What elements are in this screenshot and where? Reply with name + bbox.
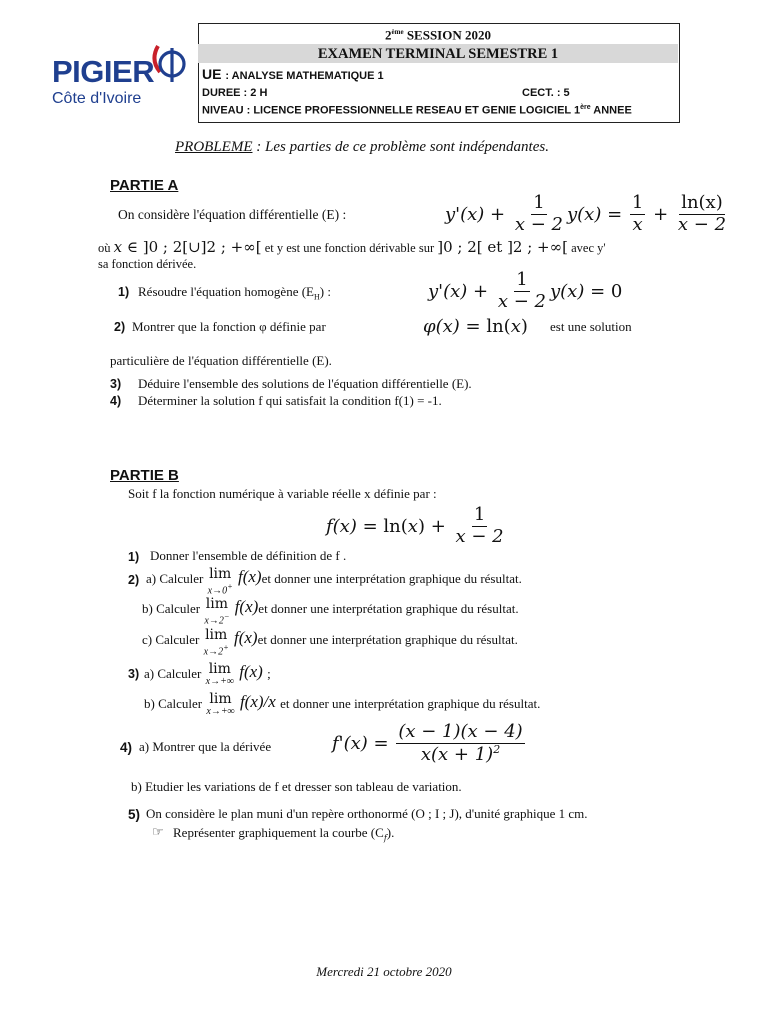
- a-q1-number: 1): [118, 285, 130, 299]
- a-q1-text: Résoudre l'équation homogène $(E_H)$ :: [138, 284, 331, 302]
- a-q2-text: Montrer que la fonction φ définie par: [132, 319, 326, 334]
- a-q3-number: 3): [110, 377, 122, 391]
- b-q5-number: 5): [128, 807, 141, 822]
- a-q2-end: est une solution: [550, 319, 632, 334]
- session-line: 2ème SESSION 2020: [385, 27, 491, 43]
- cect-label: CECT. : 5: [522, 87, 570, 99]
- domain-line: où x ∈ ]0 ; 2[∪]2 ; +∞[ et y est une fonction dérivable sur ]0 ; 2[ et ]2 ; +∞[ avec y': [98, 238, 606, 256]
- b-q4b-text: b) Etudier les variations de f et dresser son tableau de variation.: [131, 779, 462, 794]
- derivative-formula: f'(x) = $\frac{(x - 1)(x - 4)}{x(x + 1)^2}$: [332, 721, 523, 765]
- homogeneous-equation: y'(x) + $\frac{1}{x - 2}$ y(x) = 0: [428, 269, 623, 312]
- a-q4-text: Déterminer la solution f qui satisfait la condition f(1) = -1.: [138, 393, 442, 408]
- b-q2c: c) Calculer lim x→2+ f(x) et donner une interprétation graphique du résultat.: [142, 627, 518, 658]
- b-q3-number: 3): [128, 667, 140, 681]
- a-q2-line2: particulière de l'équation différentielle (E).: [110, 353, 332, 368]
- a-q2-number: 2): [114, 320, 126, 334]
- pointing-hand-icon: ☞: [152, 824, 164, 839]
- domain-line-2: sa fonction dérivée.: [98, 257, 197, 271]
- partie-a-intro: On considère l'équation différentielle (E) :: [118, 207, 347, 222]
- a-q3-text: Déduire l'ensemble des solutions de l'équation différentielle (E).: [138, 376, 472, 391]
- partie-a-title: PARTIE A: [110, 177, 179, 194]
- problem-heading: PROBLEME : Les parties de ce problème sont indépendantes.: [175, 139, 549, 155]
- logo-country: Côte d'Ivoire: [52, 90, 142, 107]
- b-q4a-text: a) Montrer que la dérivée: [139, 739, 272, 754]
- b-q2a: a) Calculer lim x→0+ f(x) et donner une interprétation graphique du résultat.: [146, 566, 522, 597]
- equation-e: y'(x) + $\frac{1}{x - 2}$ y(x) = $\frac{1}{x}$ + $\frac{\ln(x)}{x - 2}$: [445, 192, 727, 235]
- b-q1-text: Donner l'ensemble de définition de f .: [150, 548, 347, 563]
- b-q3b: b) Calculer lim x→+∞ f(x)/x et donner une interprétation graphique du résultat.: [144, 691, 541, 717]
- b-q2b: b) Calculer lim x→2− f(x) et donner une interprétation graphique du résultat.: [142, 596, 519, 627]
- b-q4-number: 4): [120, 740, 133, 755]
- niveau-line: NIVEAU : LICENCE PROFESSIONNELLE RESEAU ET GENIE LOGICIEL 1ère ANNEE: [202, 104, 632, 117]
- b-q5-text: On considère le plan muni d'un repère orthonormé (O ; I ; J), d'unité graphique 1 cm.: [146, 806, 588, 821]
- duree-label: DUREE : 2 H: [202, 87, 268, 99]
- pigier-logo-icon: [148, 40, 192, 84]
- logo-wordmark: PIGIER: [52, 54, 155, 89]
- exam-title: EXAMEN TERMINAL SEMESTRE 1: [198, 44, 678, 63]
- partie-b-title: PARTIE B: [110, 467, 179, 484]
- b-q2-number: 2): [128, 573, 140, 587]
- b-q3a: a) Calculer lim x→+∞ f(x) ;: [144, 661, 271, 687]
- partie-b-intro: Soit f la fonction numérique à variable réelle x définie par :: [128, 486, 437, 501]
- a-q4-number: 4): [110, 394, 122, 408]
- function-f-definition: f(x) = ln( x ) + $\frac{1}{x - 2}$: [326, 504, 504, 547]
- b-q1-number: 1): [128, 550, 140, 564]
- phi-definition: φ(x) = ln(x): [423, 316, 528, 337]
- exam-date-footer: Mercredi 21 octobre 2020: [316, 964, 452, 979]
- ue-line: UE : ANALYSE MATHEMATIQUE 1: [202, 66, 384, 82]
- b-q5-item: Représenter graphiquement la courbe $(C_f)$.: [173, 825, 395, 843]
